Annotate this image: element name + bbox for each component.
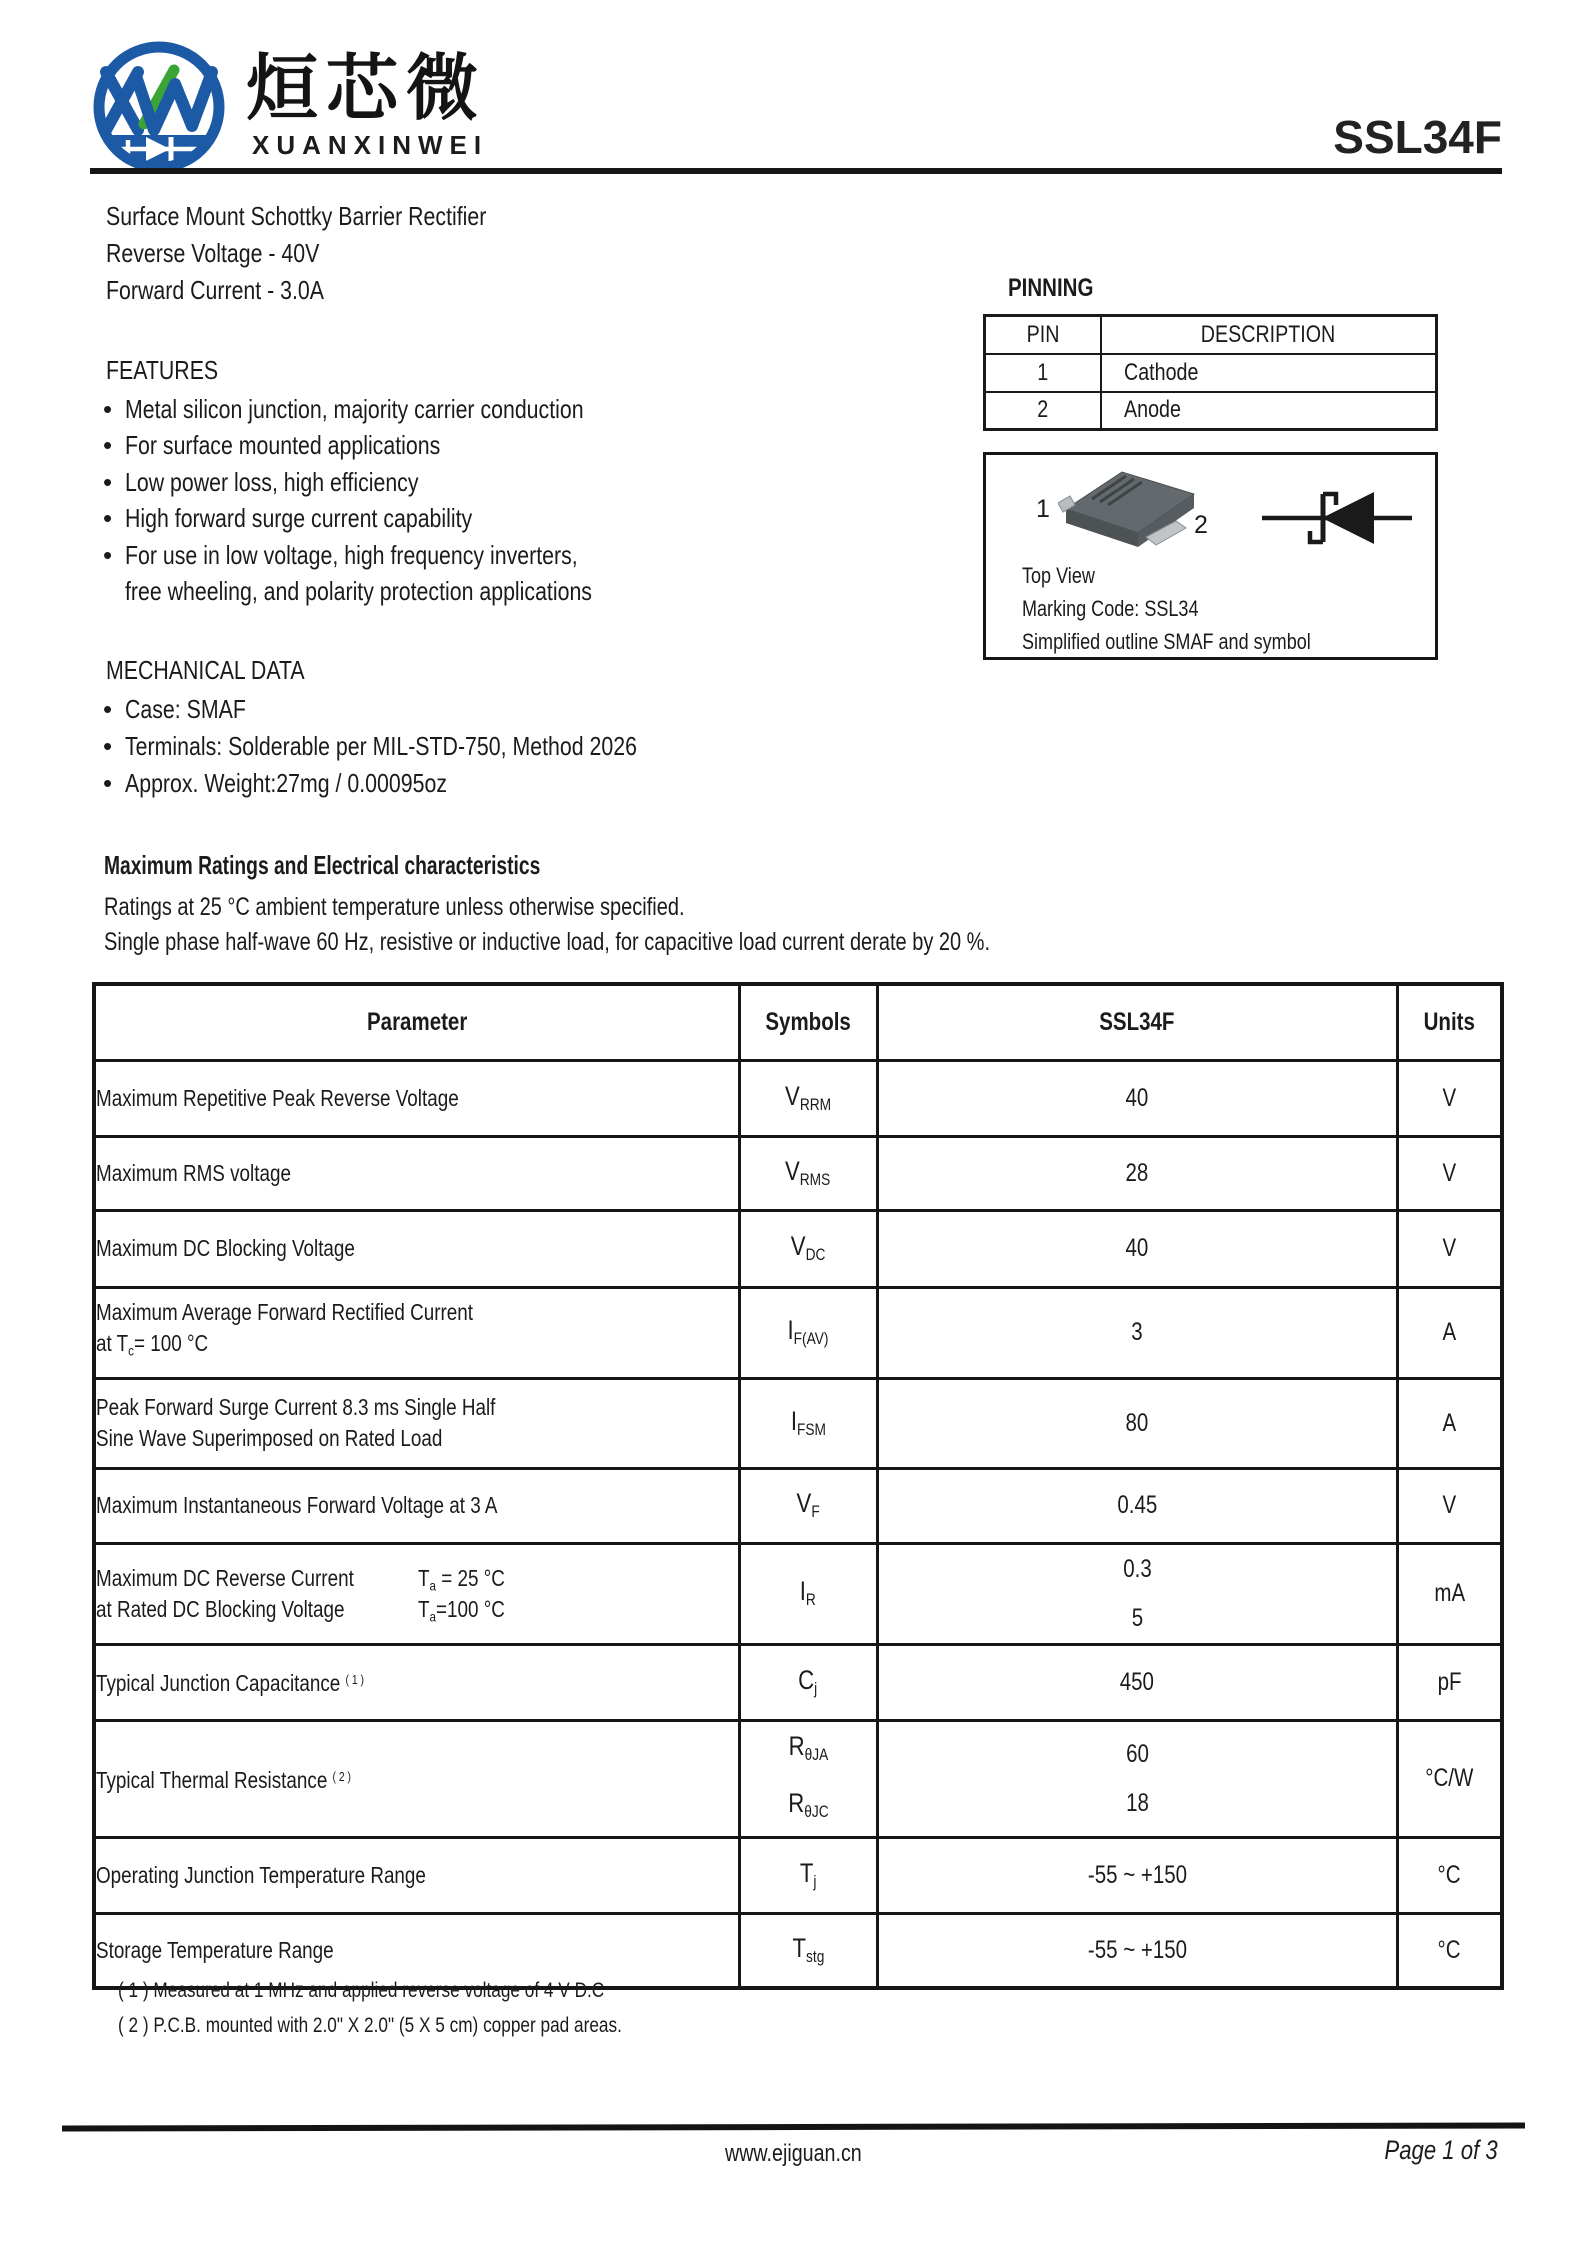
cell-unit [1397, 1136, 1502, 1210]
symbol-text [796, 1664, 819, 1698]
parameter-condition-text: $T_a=100$ °C [418, 1595, 505, 1625]
cell-symbol [739, 1837, 877, 1913]
mechanical-item [103, 765, 749, 802]
value-line: 60 [1125, 1739, 1149, 1768]
pinning-pin-text: 1 [1037, 358, 1049, 386]
parameter-line [96, 1297, 738, 1328]
table-row [94, 1837, 1502, 1913]
symbol-line: $V_{RRM}$ [784, 1080, 832, 1114]
symbol-line: $V_{RMS}$ [785, 1155, 831, 1189]
package-caption-text: Marking Code: SSL34 [1022, 596, 1199, 621]
table-header-cell [877, 984, 1397, 1060]
value-line: 18 [1125, 1788, 1149, 1817]
symbol-text [798, 1576, 818, 1610]
brand-english-name: XUANXINWEI [252, 130, 489, 160]
bullet-dot: • [103, 394, 113, 424]
value-line: 5 [1131, 1603, 1143, 1632]
mechanical-item-text: Case: SMAF [125, 694, 246, 724]
parameter-text: Maximum DC Reverse Current [96, 1564, 354, 1591]
symbol-line: $V_F$ [796, 1488, 820, 1522]
parameter-line [96, 1392, 738, 1423]
cell-parameter [94, 1378, 739, 1468]
ratings-condition-line1: Ratings at 25 °C ambient temperature unless otherwise specified. [104, 893, 685, 921]
package-caption-line [1022, 625, 1374, 658]
parameter-text: Maximum Instantaneous Forward Voltage at 3 A [96, 1492, 498, 1518]
pinning-row [985, 392, 1437, 430]
feature-item [103, 500, 694, 536]
schottky-diode-symbol-icon [1262, 483, 1412, 553]
value-line: 40 [1125, 1083, 1149, 1112]
value-line: 0.45 [1117, 1491, 1157, 1519]
cell-parameter [94, 1060, 739, 1136]
unit-text: V [1442, 1083, 1457, 1112]
value-line: -55 ~ +150 [1087, 1860, 1187, 1889]
package-caption-text: Top View [1022, 563, 1095, 588]
table-header-row [94, 984, 1502, 1060]
cell-symbol [739, 1060, 877, 1136]
symbol-line: $R_{\theta JC}$ [787, 1787, 829, 1821]
symbol-line: $T_j$ [799, 1858, 817, 1892]
cell-value [877, 1913, 1397, 1988]
cell-unit [1397, 1378, 1502, 1468]
pinning-pin-cell [985, 354, 1101, 392]
feature-item [103, 573, 694, 609]
parameter-text: Peak Forward Surge Current 8.3 ms Single Half [96, 1394, 496, 1420]
bullet-dot: • [103, 466, 113, 497]
feature-item [103, 427, 694, 463]
table-header-text: Parameter [366, 1007, 467, 1036]
mechanical-item [103, 691, 749, 728]
cell-unit [1397, 1720, 1502, 1837]
unit-text: V [1442, 1234, 1457, 1262]
company-logo-icon [78, 36, 240, 178]
cell-symbol [739, 1644, 877, 1720]
pinning-row [985, 354, 1437, 392]
feature-item-text: free wheeling, and polarity protection applications [125, 576, 592, 607]
summary-text: Forward Current - 3.0A [106, 275, 325, 305]
symbol-line: $T_{stg}$ [792, 1933, 824, 1967]
parameter-line [96, 1328, 738, 1367]
ratings-condition-line2: Single phase half-wave 60 Hz, resistive or inductive load, for capacitive load current derate by 20 %. [104, 928, 991, 956]
unit-text: °C/W [1425, 1764, 1474, 1793]
table-header-cell [94, 984, 739, 1060]
cell-value [877, 1644, 1397, 1720]
symbol-text [741, 1722, 876, 1836]
footer-website: www.ejiguan.cn [725, 2140, 862, 2167]
value-text [1123, 1409, 1151, 1437]
value-text [1077, 1861, 1198, 1889]
part-number-title: SSL34F [1333, 111, 1502, 163]
feature-item [103, 391, 694, 427]
parameter-text: Maximum Average Forward Rectified Current [96, 1299, 473, 1326]
symbol-text [787, 1405, 830, 1439]
cell-value [877, 1837, 1397, 1913]
parameter-line [96, 1665, 738, 1699]
table-row [94, 1378, 1502, 1468]
pinning-pin-text: 2 [1037, 396, 1049, 424]
pinning-desc-cell [1101, 354, 1437, 392]
value-line: -55 ~ +150 [1087, 1935, 1187, 1964]
table-row [94, 1287, 1502, 1378]
table-row [94, 1543, 1502, 1644]
value-text [1116, 1668, 1158, 1696]
electrical-characteristics-table [92, 982, 1504, 1990]
cell-unit [1397, 1543, 1502, 1644]
cell-parameter [94, 1837, 739, 1913]
value-text [1077, 1936, 1198, 1964]
cell-symbol [739, 1287, 877, 1378]
cell-symbol [739, 1913, 877, 1988]
parameter-text: Storage Temperature Range [96, 1936, 334, 1963]
package-pin2-label: 2 [1194, 511, 1208, 539]
footnote-text: ( 1 ) Measured at 1 MHz and applied reverse voltage of 4 V D.C [118, 1979, 605, 2002]
value-line: 28 [1125, 1158, 1149, 1187]
pinning-title: PINNING [1008, 274, 1094, 302]
mechanical-data-title: MECHANICAL DATA [106, 655, 305, 685]
cell-unit [1397, 1644, 1502, 1720]
mechanical-item [103, 728, 749, 765]
cell-parameter [94, 1720, 739, 1837]
feature-item-text: For use in low voltage, high frequency inverters, [125, 539, 578, 570]
unit-text: A [1442, 1318, 1457, 1346]
cell-unit [1397, 1913, 1502, 1988]
parameter-line [96, 1594, 738, 1625]
table-row [94, 1468, 1502, 1543]
value-text [879, 1545, 1396, 1643]
parameter-text: at $T_c= 100$ °C [96, 1330, 209, 1360]
pinning-header-cell [1101, 316, 1437, 354]
package-caption-line [1022, 559, 1374, 592]
parameter-condition-text: $T_a = 25$ °C [418, 1564, 505, 1594]
brand-chinese-name: 烜芯微 [246, 49, 487, 129]
cell-symbol [739, 1720, 877, 1837]
summary-line [106, 198, 570, 235]
value-line: 40 [1125, 1234, 1149, 1262]
table-row [94, 1210, 1502, 1287]
cell-value [877, 1468, 1397, 1543]
bullet-dot: • [103, 430, 113, 461]
feature-item-text: High forward surge current capability [125, 503, 473, 534]
parameter-text: Typical Junction Capacitance $^{( 1 )}$ [96, 1669, 364, 1696]
cell-parameter [94, 1287, 739, 1378]
footer-page-number: Page 1 of 3 [1384, 2135, 1498, 2165]
parameter-line [96, 1233, 738, 1264]
summary-line [106, 272, 570, 309]
ratings-section-title: Maximum Ratings and Electrical characteristics [104, 850, 541, 880]
parameter-text: Typical Thermal Resistance $^{( 2 )}$ [96, 1766, 351, 1793]
cell-unit [1397, 1468, 1502, 1543]
features-title: FEATURES [106, 355, 219, 385]
parameter-line [96, 1563, 738, 1594]
cell-unit [1397, 1287, 1502, 1378]
footnote-line [118, 2008, 733, 2043]
cell-symbol [739, 1210, 877, 1287]
table-header-text: Units [1423, 1007, 1475, 1036]
table-header-cell [1397, 984, 1502, 1060]
unit-text: °C [1437, 1935, 1461, 1964]
cell-parameter [94, 1136, 739, 1210]
cell-parameter [94, 1468, 739, 1543]
feature-item-text: Metal silicon junction, majority carrier conduction [125, 394, 584, 424]
table-row [94, 1060, 1502, 1136]
pinning-desc-cell [1101, 392, 1437, 430]
summary-line [106, 235, 570, 272]
footnote-line [118, 1973, 733, 2008]
cell-symbol [739, 1136, 877, 1210]
footnote-text: ( 2 ) P.C.B. mounted with 2.0" X 2.0" (5 X 5 cm) copper pad areas. [118, 2014, 622, 2037]
value-text [1123, 1084, 1151, 1112]
pinning-header-text: DESCRIPTION [1200, 320, 1336, 348]
parameter-line [96, 1083, 738, 1114]
symbol-text [794, 1488, 822, 1522]
table-row [94, 1136, 1502, 1210]
symbol-text [789, 1933, 828, 1967]
parameter-text: Sine Wave Superimposed on Rated Load [96, 1425, 443, 1451]
parameter-text: Maximum Repetitive Peak Reverse Voltage [96, 1084, 459, 1111]
unit-text: V [1442, 1491, 1457, 1519]
pinning-desc-text: Cathode [1123, 358, 1198, 386]
cell-parameter [94, 1210, 739, 1287]
parameter-line [96, 1158, 738, 1189]
unit-text: V [1442, 1158, 1457, 1187]
symbol-line: $C_j$ [798, 1664, 818, 1698]
cell-symbol [739, 1543, 877, 1644]
value-line: 3 [1131, 1318, 1143, 1346]
package-caption-line [1022, 592, 1374, 625]
symbol-text [787, 1231, 829, 1265]
pinning-header-row [985, 316, 1437, 354]
symbol-line: $R_{\theta JA}$ [788, 1730, 828, 1764]
pinning-header-cell [985, 316, 1101, 354]
cell-unit [1397, 1060, 1502, 1136]
feature-item [103, 464, 694, 500]
table-row [94, 1644, 1502, 1720]
parameter-text: Maximum RMS voltage [96, 1159, 291, 1186]
features-list [103, 391, 694, 609]
value-line: 450 [1119, 1667, 1155, 1696]
cell-value [877, 1543, 1397, 1644]
value-text [1123, 1234, 1151, 1262]
package-pin1-label: 1 [1036, 495, 1050, 523]
unit-text: °C [1437, 1860, 1461, 1889]
value-line: 0.3 [1122, 1554, 1152, 1583]
cell-value [877, 1378, 1397, 1468]
package-outline-box [983, 452, 1438, 660]
cell-value [877, 1210, 1397, 1287]
parameter-text: Operating Junction Temperature Range [96, 1861, 426, 1888]
parameter-line [96, 1860, 738, 1891]
smaf-package-drawing-icon [1058, 465, 1208, 565]
symbol-text [798, 1858, 818, 1892]
cell-value [877, 1287, 1397, 1378]
symbol-line: $V_{DC}$ [790, 1231, 826, 1265]
mechanical-data-list [103, 691, 749, 802]
parameter-text: at Rated DC Blocking Voltage [96, 1595, 345, 1622]
symbol-line: $I_R$ [799, 1576, 817, 1610]
value-text [1130, 1318, 1144, 1346]
table-header-text: Symbols [765, 1007, 851, 1036]
parameter-condition [418, 1594, 524, 1633]
parameter-line [96, 1490, 738, 1521]
summary-text: Reverse Voltage - 40V [106, 238, 320, 268]
feature-item [103, 537, 694, 573]
table-header-text: SSL34F [1099, 1007, 1175, 1036]
bullet-dot: • [103, 731, 113, 761]
bullet-dot: • [103, 539, 113, 570]
symbol-line: $I_{F(AV)}$ [787, 1315, 829, 1349]
value-text [879, 1730, 1396, 1828]
summary-text: Surface Mount Schottky Barrier Rectifier [106, 201, 487, 231]
bullet-dot: • [103, 503, 113, 534]
value-text [1113, 1491, 1162, 1519]
table-row [94, 1720, 1502, 1837]
cell-symbol [739, 1468, 877, 1543]
symbol-text [780, 1155, 835, 1189]
mechanical-item-text: Terminals: Solderable per MIL-STD-750, Method 2026 [125, 731, 637, 761]
symbol-text [780, 1080, 836, 1114]
cell-unit [1397, 1837, 1502, 1913]
value-line: 80 [1125, 1408, 1149, 1437]
pinning-header-text: PIN [1026, 320, 1060, 348]
table-header-cell [739, 984, 877, 1060]
unit-text: pF [1437, 1667, 1462, 1696]
cell-symbol [739, 1378, 877, 1468]
parameter-line [96, 1935, 738, 1966]
symbol-line: $I_{FSM}$ [790, 1405, 826, 1439]
pinning-pin-cell [985, 392, 1101, 430]
parameter-line [96, 1423, 738, 1454]
feature-item-text: For surface mounted applications [125, 430, 441, 461]
cell-value [877, 1136, 1397, 1210]
pinning-desc-text: Anode [1123, 396, 1181, 424]
pinning-table [983, 314, 1438, 431]
symbol-text [783, 1315, 833, 1349]
cell-parameter [94, 1543, 739, 1644]
value-text [1123, 1159, 1151, 1187]
bullet-dot: • [103, 768, 113, 798]
package-captions [1022, 559, 1374, 658]
package-caption-text: Simplified outline SMAF and symbol [1022, 629, 1311, 654]
footnotes [118, 1973, 733, 2043]
cell-value [877, 1720, 1397, 1837]
bullet-dot: • [103, 694, 113, 724]
header-rule [90, 168, 1502, 174]
feature-item-text: Low power loss, high efficiency [125, 466, 419, 497]
unit-text: A [1442, 1408, 1457, 1437]
cell-unit [1397, 1210, 1502, 1287]
product-summary [106, 198, 570, 309]
cell-value [877, 1060, 1397, 1136]
footer-rule [62, 2122, 1525, 2131]
mechanical-item-text: Approx. Weight:27mg / 0.00095oz [125, 768, 447, 798]
parameter-line [96, 1762, 738, 1796]
parameter-text: Maximum DC Blocking Voltage [96, 1235, 355, 1261]
cell-parameter [94, 1644, 739, 1720]
unit-text: mA [1433, 1579, 1465, 1607]
